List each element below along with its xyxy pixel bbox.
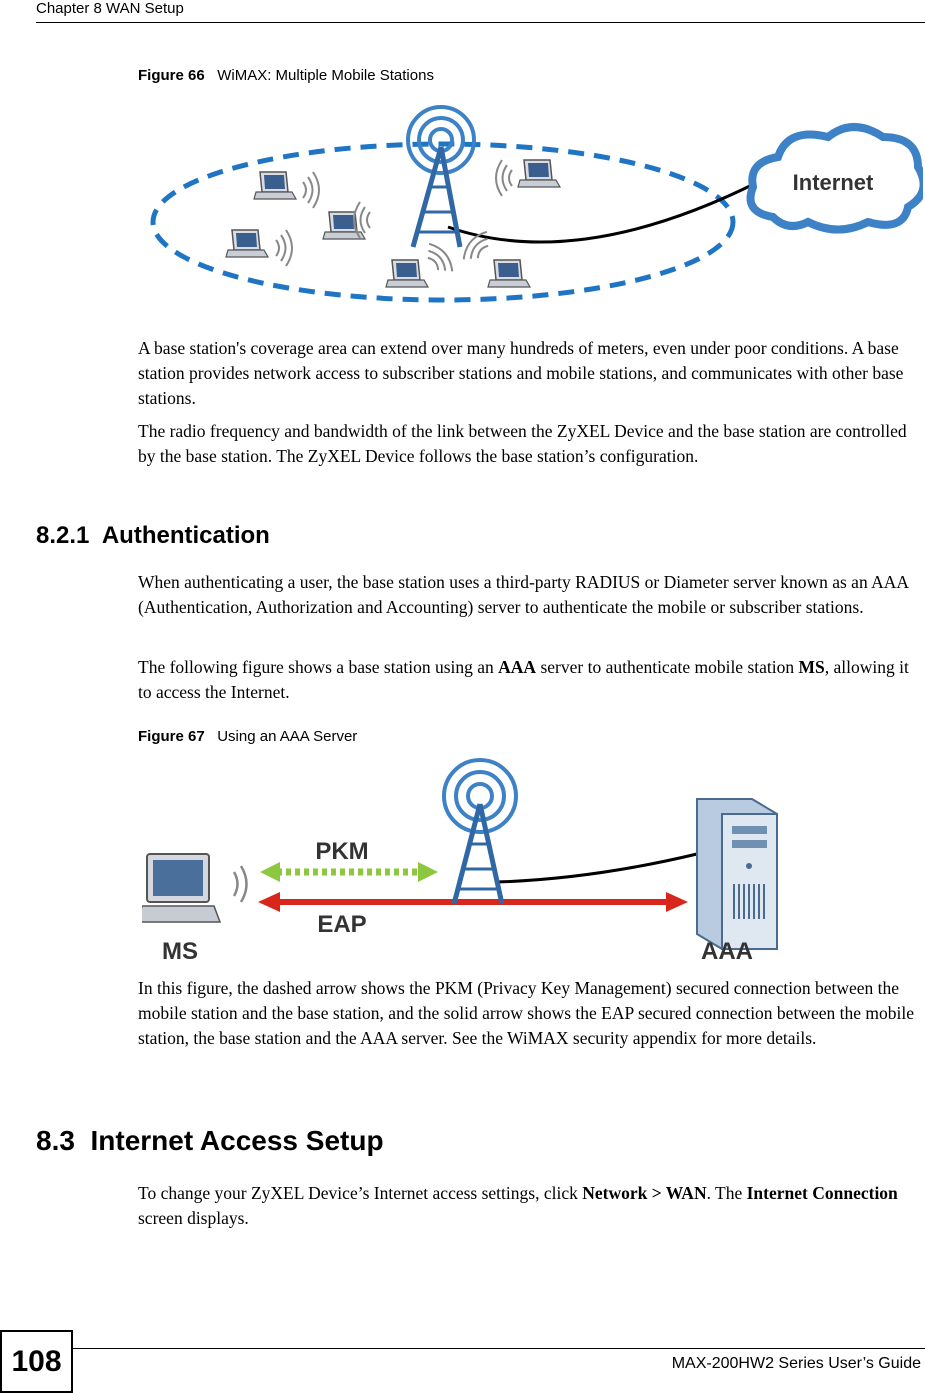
- paragraph-coverage: A base station's coverage area can extend over many hundreds of meters, even under poor conditions. A base station provides network access to subscriber stations and mobile stations, and communicates with other base stations.: [138, 338, 904, 408]
- paragraph-internet-access: To change your ZyXEL Device’s Internet access settings, click Network > WAN. The Internet Connection screen displays.: [138, 1183, 898, 1228]
- aaa-server-icon: [697, 799, 777, 949]
- section-number: 8.3: [36, 1125, 75, 1156]
- eap-label: EAP: [317, 911, 367, 938]
- laptop-6-icon: [518, 160, 560, 187]
- internet-label: Internet: [792, 170, 874, 195]
- section-title: Internet Access Setup: [90, 1125, 384, 1156]
- internet-cloud-icon: [751, 127, 924, 230]
- figure-67-number: Figure 67: [138, 728, 205, 745]
- mobile-station-icon: [142, 854, 247, 922]
- paragraph-authentication: When authenticating a user, the base station uses a third-party RADIUS or Diameter server known as an AAA (Authentication, Authorization and Accounting) server to authenticate the mobile or subscriber stations.: [138, 572, 909, 617]
- section-heading-8-2-1: [36, 522, 270, 550]
- section-number: 8.2.1: [36, 522, 90, 549]
- chapter-header: [36, 0, 925, 23]
- laptop-1-icon: [254, 172, 296, 199]
- figure-66-caption: [138, 67, 434, 84]
- section-heading-8-3: [36, 1125, 384, 1157]
- paragraph-aaa-figure-intro: The following figure shows a base station using an AAA server to authenticate mobile station MS, allowing it to access the Internet.: [138, 657, 909, 702]
- aaa-label: AAA: [701, 938, 753, 964]
- page-number: 108: [11, 1344, 62, 1378]
- ms-label: MS: [162, 938, 198, 964]
- pkm-arrow: [260, 862, 438, 882]
- figure-67-title: Using an AAA Server: [217, 728, 358, 745]
- chapter-title: Chapter 8 WAN Setup: [36, 0, 184, 17]
- figure-67-caption: [138, 728, 357, 745]
- laptop-3-icon: [226, 230, 268, 257]
- figure-67-illustration: [142, 754, 792, 964]
- footer-rule: [72, 1348, 925, 1349]
- paragraph-figure-explanation: In this figure, the dashed arrow shows the PKM (Privacy Key Management) secured connection between the mobile station and the base station, and the solid arrow shows the EAP secured connection between the mobile station, the base station and the AAA server. See the WiMAX security appendix for more details.: [138, 978, 914, 1048]
- figure-66-number: Figure 66: [138, 67, 205, 84]
- laptop-5-icon: [488, 260, 530, 287]
- paragraph-radio-frequency: The radio frequency and bandwidth of the link between the ZyXEL Device and the base station are controlled by the base station. The ZyXEL Device follows the base station’s configuration.: [138, 421, 907, 466]
- figure-66-illustration: [148, 102, 923, 312]
- page-number-box: [0, 1330, 73, 1393]
- base-station-icon: [408, 107, 474, 247]
- eap-arrow: [258, 892, 688, 912]
- guide-title: MAX-200HW2 Series User’s Guide: [671, 1355, 921, 1372]
- section-title: Authentication: [101, 522, 270, 549]
- base-station-icon: [444, 760, 697, 904]
- pkm-label: PKM: [315, 838, 369, 865]
- laptop-4-icon: [386, 260, 428, 287]
- figure-66-title: WiMAX: Multiple Mobile Stations: [217, 67, 434, 84]
